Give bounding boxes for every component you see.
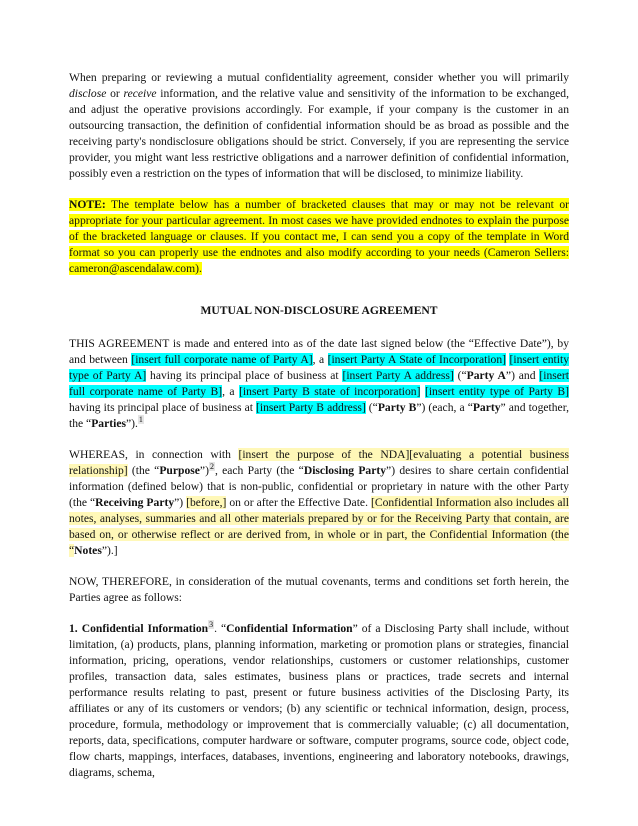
party-a-entity-placeholder: [insert entity type of Party A]: [69, 353, 569, 382]
before-placeholder: [before,]: [186, 496, 227, 509]
agreement-paragraph: THIS AGREEMENT is made and entered into as of the date last signed below (the “Effective Date”), by and between [insert full corporate name of Party A], a [insert Party A State of Incorporation] [insert entity type of Party A] having its principal place of business at [insert Party A address] (“Party A”) and [insert full corporate name of Party B], a [insert Party B state of incorporation] [insert entity type of Party B] having its principal place of business at [insert Party B address] (“Party B”) (each, a “Party” and together, the “Parties”).$^1$: [69, 337, 570, 430]
section-1-paragraph: 1. Confidential Information$^3$. “Confidential Information” of a Disclosing Party shall include, without limitation, (a) products, plans, planning information, marketing or promotion plans or strategies, financial information, pricing, operations, vendor relationships, customers or customer relationships, customer profiles, transaction data, sales estimates, business plans or practices, trade secrets and internal performance results relating to past, present or future business activities of the Disclosing Party, its affiliates or any of its customers or vendors; (b) any scientific or technical information, design, process, procedure, formula, methodology or improvement that is commercially valuable; (c) all documentation, reports, data, specifications, computer hardware or software, computer programs, source code, object code, flow charts, mappings, interfaces, databases, inventions, engineering and laboratory notebooks, drawings, diagrams, schema,: [69, 620, 569, 779]
disclose-term: disclose: [69, 87, 107, 100]
party-a-term: Party A: [466, 369, 506, 382]
party-a-state-placeholder: [insert Party A State of Incorporation]: [327, 353, 506, 366]
whereas-paragraph: WHEREAS, in connection with [insert the purpose of the NDA][evaluating a potential business relationship] (the “Purpose”)$^2$, each Party (the “Disclosing Party”) desires to share certain confidential information (defined below) that is non-public, confidential or proprietary in nature with the other Party (the “Receiving Party”) [before,] on or after the Effective Date. [Confidential Information also includes all notes, analyses, summaries and all other materials prepared by or for the Receiving Party that contain, are based on, or otherwise reflect or are derived from, in whole or in part, the Confidential Information (the “Notes”).]: [69, 448, 570, 557]
note-label: NOTE:: [69, 198, 106, 211]
endnote-ref-1[interactable]: 1: [138, 415, 143, 425]
agreement-title: MUTUAL NON-DISCLOSURE AGREEMENT: [200, 304, 438, 317]
endnote-ref-3[interactable]: 3: [209, 620, 214, 630]
party-a-address-placeholder: [insert Party A address]: [342, 369, 454, 382]
document-body: [69, 70, 569, 796]
receiving-party-term: Receiving Party: [95, 496, 175, 509]
party-term: Party: [472, 401, 501, 414]
party-b-name-placeholder: [insert full corporate name of Party B]: [69, 369, 569, 398]
endnote-ref-2[interactable]: 2: [209, 462, 214, 472]
party-b-term: Party B: [377, 401, 417, 414]
notes-clause-placeholder: [Confidential Information also includes all notes, analyses, summaries and all other materials prepared by or for the Receiving Party that contain, are based on, or otherwise reflect or are derived from, in whole or in part, the Confidential Information (the “: [69, 496, 570, 557]
note-paragraph: [69, 197, 569, 277]
intro-paragraph: When preparing or reviewing a mutual confidentiality agreement, consider whether you will primarily disclose or receive information, and the relative value and sensitivity of the information to be exchanged, and adjust the operative provisions accordingly. For example, if your company is the customer in an outsourcing transaction, the definition of confidential information should be as broad as possible and the receiving party's nondisclosure obligations should be strict. Conversely, if you are representing the service provider, you might want less restrictive obligations and a narrower definition of confidential information, possibly even a restriction on the types of information that will be disclosed, to minimize liability.: [69, 71, 569, 180]
parties-term: Parties: [91, 417, 126, 430]
purpose-placeholder: [insert the purpose of the NDA][evaluating a potential business relationship]: [69, 448, 569, 477]
disclosing-party-term: Disclosing Party: [303, 464, 387, 477]
party-b-entity-placeholder: [insert entity type of Party B]: [424, 385, 570, 398]
note-text: The template below has a number of bracketed clauses that may or may not be relevant or appropriate for your particular agreement. In most cases we have provided endnotes to explain the purpose of the bracketed language or clauses. If you contact me, I can send you a copy of the template in Word format so you can properly use the endnotes and also modify according to your needs (Cameron Sellers: cameron@ascendalaw.com).: [69, 198, 569, 275]
receive-term: receive: [123, 87, 157, 100]
notes-term: Notes: [74, 544, 102, 557]
confidential-information-term: Confidential Information: [226, 622, 353, 635]
section-1-heading: 1. Confidential Information: [69, 622, 209, 635]
party-b-address-placeholder: [insert Party B address]: [256, 401, 366, 414]
now-therefore-paragraph: NOW, THEREFORE, in consideration of the mutual covenants, terms and conditions set forth herein, the Parties agree as follows:: [69, 575, 569, 604]
party-a-name-placeholder: [insert full corporate name of Party A]: [131, 353, 313, 366]
party-b-state-placeholder: [insert Party B state of incorporation]: [239, 385, 421, 398]
purpose-term: Purpose: [159, 464, 200, 477]
